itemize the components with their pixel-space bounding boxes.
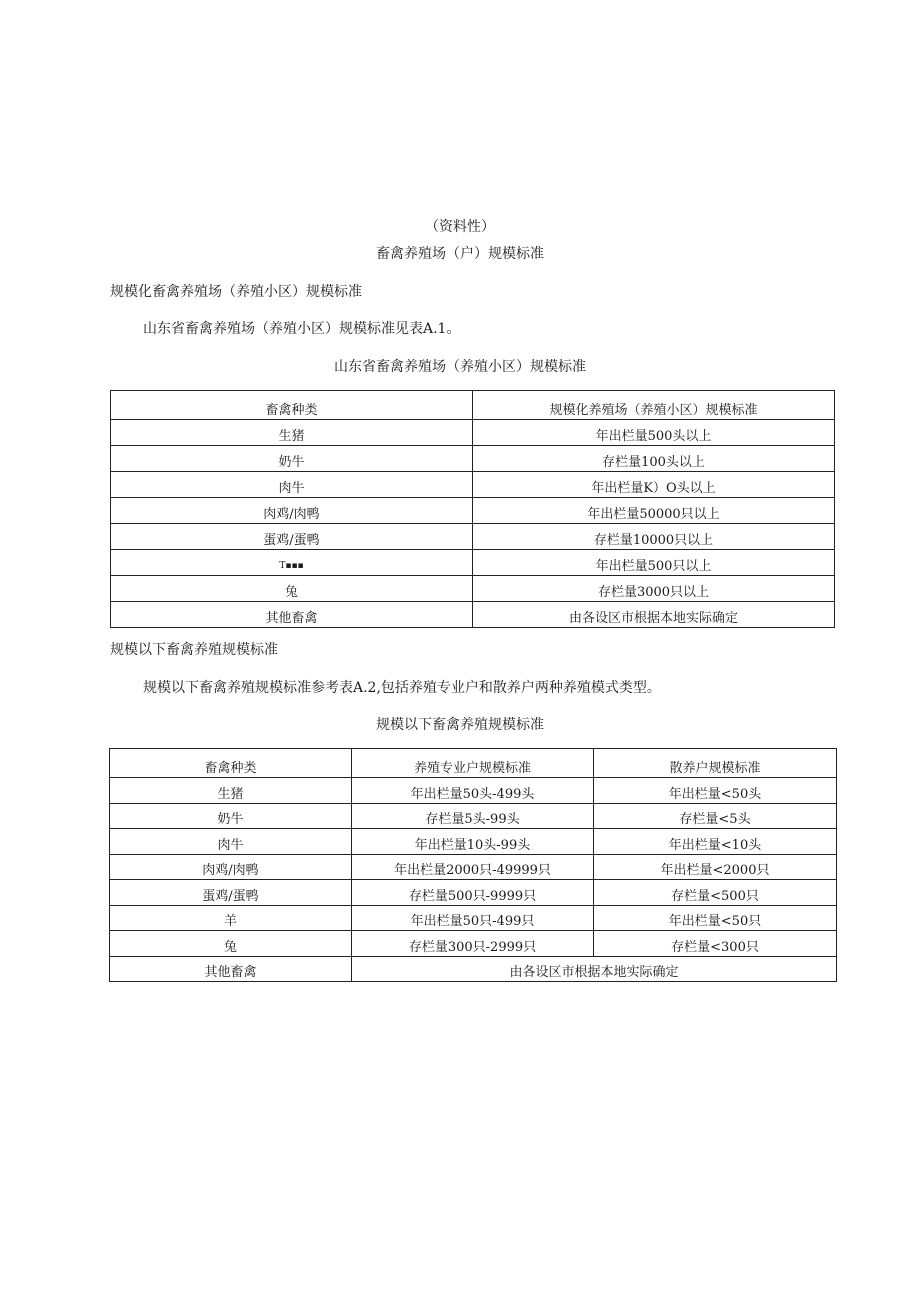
section2-heading: 规模以下畜禽养殖规模标准 (110, 642, 278, 658)
table-row (110, 905, 837, 931)
table-row (111, 524, 835, 550)
free-range-standard-cell: 年出栏量<10头 (594, 829, 837, 855)
free-range-standard-cell: 年出栏量<50头 (594, 778, 837, 804)
table-row (111, 576, 835, 602)
standard-cell: 年出栏量50000只以上 (473, 498, 835, 524)
species-cell: 生猪 (111, 420, 473, 446)
table-row (110, 778, 837, 804)
specialist-standard-cell: 年出栏量10头-99头 (352, 829, 594, 855)
species-cell: 其他畜禽 (111, 602, 473, 628)
standard-cell: 年出栏量K）O头以上 (473, 472, 835, 498)
scale-standard-table (110, 390, 835, 628)
table-header-row (111, 391, 835, 420)
table-row (110, 829, 837, 855)
section1-paragraph: 山东省畜禽养殖场（养殖小区）规模标准见表A.1。 (143, 321, 461, 337)
standard-cell: 存栏量100头以上 (473, 446, 835, 472)
table-header-row (110, 749, 837, 778)
species-cell: 肉牛 (110, 829, 352, 855)
standard-cell: 存栏量3000只以上 (473, 576, 835, 602)
free-range-standard-cell: 存栏量<500只 (594, 880, 837, 906)
table-row (110, 854, 837, 880)
table-row (111, 420, 835, 446)
column-header: 畜禽种类 (111, 391, 473, 420)
free-range-standard-cell: 存栏量<5头 (594, 803, 837, 829)
table-row (111, 602, 835, 628)
table-row (111, 550, 835, 576)
species-cell: T▪▪▪ (111, 550, 473, 576)
species-cell: 兔 (111, 576, 473, 602)
specialist-standard-cell: 年出栏量50头-499头 (352, 778, 594, 804)
species-cell: 肉鸡/肉鸭 (111, 498, 473, 524)
free-range-standard-cell: 存栏量<300只 (594, 931, 837, 957)
species-cell: 兔 (110, 931, 352, 957)
column-header: 养殖专业户规模标准 (352, 749, 594, 778)
specialist-standard-cell: 年出栏量50只-499只 (352, 905, 594, 931)
column-header: 规模化养殖场（养殖小区）规模标准 (473, 391, 835, 420)
specialist-standard-cell: 年出栏量2000只-49999只 (352, 854, 594, 880)
table-row (111, 446, 835, 472)
species-cell: 蛋鸡/蛋鸭 (110, 880, 352, 906)
free-range-standard-cell: 年出栏量<50只 (594, 905, 837, 931)
species-cell: 肉鸡/肉鸭 (110, 854, 352, 880)
section1-heading: 规模化畜禽养殖场（养殖小区）规模标准 (110, 284, 362, 300)
table2-caption: 规模以下畜禽养殖规模标准 (376, 717, 544, 733)
standard-cell: 由各设区市根据本地实际确定 (473, 602, 835, 628)
free-range-standard-cell: 年出栏量<2000只 (594, 854, 837, 880)
column-header: 散养户规模标准 (594, 749, 837, 778)
appendix-note: （资料性） (425, 219, 495, 235)
standard-cell: 存栏量10000只以上 (473, 524, 835, 550)
small-scale-standard-table (109, 748, 837, 982)
specialist-standard-cell: 存栏量300只-2999只 (352, 931, 594, 957)
species-cell: 奶牛 (111, 446, 473, 472)
table-row (110, 931, 837, 957)
table1-caption: 山东省畜禽养殖场（养殖小区）规模标准 (334, 359, 586, 375)
specialist-standard-cell: 存栏量5头-99头 (352, 803, 594, 829)
specialist-standard-cell: 存栏量500只-9999只 (352, 880, 594, 906)
species-cell: 生猪 (110, 778, 352, 804)
standard-cell: 年出栏量500头以上 (473, 420, 835, 446)
species-cell: 肉牛 (111, 472, 473, 498)
species-cell: 羊 (110, 905, 352, 931)
merged-standard-cell: 由各设区市根据本地实际确定 (352, 956, 837, 982)
section2-paragraph: 规模以下畜禽养殖规模标准参考表A.2,包括养殖专业户和散养户两种养殖模式类型。 (143, 680, 661, 696)
table-row (110, 956, 837, 982)
table-row (111, 498, 835, 524)
species-cell: 其他畜禽 (110, 956, 352, 982)
table-row (110, 880, 837, 906)
species-cell: 蛋鸡/蛋鸭 (111, 524, 473, 550)
species-cell: 奶牛 (110, 803, 352, 829)
appendix-title: 畜禽养殖场（户）规模标准 (376, 246, 544, 262)
table-row (110, 803, 837, 829)
column-header: 畜禽种类 (110, 749, 352, 778)
table-row (111, 472, 835, 498)
standard-cell: 年出栏量500只以上 (473, 550, 835, 576)
